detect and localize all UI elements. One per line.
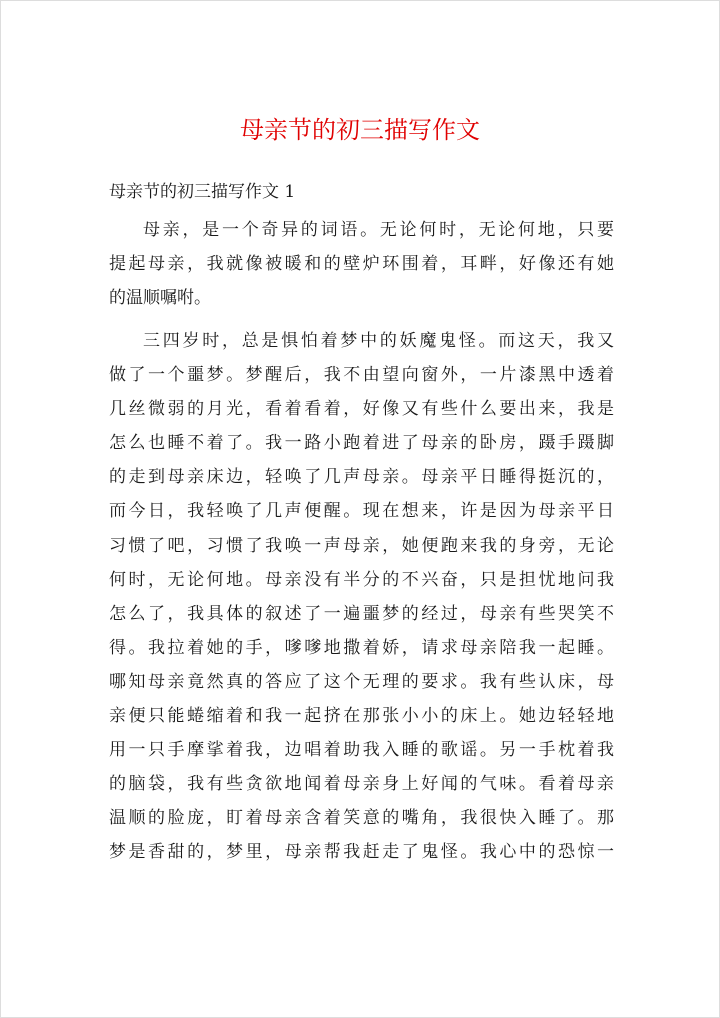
paragraph-line: 而今日，我轻唤了几声便醒。现在想来，许是因为母亲平日 bbox=[109, 501, 614, 522]
paragraph-line: 哪知母亲竟然真的答应了这个无理的要求。我有些认床，母 bbox=[109, 671, 614, 692]
paragraph-line: 何时，无论何地。母亲没有半分的不兴奋，只是担忧地问我 bbox=[109, 569, 614, 590]
document-subtitle: 母亲节的初三描写作文 1 bbox=[109, 182, 296, 202]
paragraph-line: 提起母亲，我就像被暖和的壁炉环围着，耳畔，好像还有她 bbox=[109, 254, 614, 275]
paragraph-line: 怎么了，我具体的叙述了一遍噩梦的经过，母亲有些哭笑不 bbox=[109, 603, 614, 624]
paragraph-1 bbox=[109, 213, 614, 315]
paragraph-line: 母亲，是一个奇异的词语。无论何时，无论何地，只要 bbox=[143, 220, 614, 240]
paragraph-line: 梦是香甜的，梦里，母亲帮我赶走了鬼怪。我心中的恐惊一 bbox=[109, 842, 614, 863]
paragraph-line: 的走到母亲床边，轻唤了几声母亲。母亲平日睡得挺沉的， bbox=[109, 467, 614, 488]
paragraph-2 bbox=[109, 324, 614, 870]
paragraph-line: 习惯了吧，习惯了我唤一声母亲，她便跑来我的身旁，无论 bbox=[109, 535, 614, 556]
document-title: 母亲节的初三描写作文 bbox=[240, 116, 480, 144]
paragraph-line: 怎么也睡不着了。我一路小跑着进了母亲的卧房，蹑手蹑脚 bbox=[109, 433, 614, 454]
paragraph-line: 用一只手摩挲着我，边唱着助我入睡的歌谣。另一手枕着我 bbox=[109, 740, 614, 761]
paragraph-line: 三四岁时，总是惧怕着梦中的妖魔鬼怪。而这天，我又 bbox=[143, 331, 614, 351]
paragraph-line: 亲便只能蜷缩着和我一起挤在那张小小的床上。她边轻轻地 bbox=[109, 706, 614, 727]
paragraph-line: 几丝微弱的月光，看着看着，好像又有些什么要出来，我是 bbox=[109, 399, 614, 420]
paragraph-line: 得。我拉着她的手，嗲嗲地撒着娇，请求母亲陪我一起睡。 bbox=[109, 637, 614, 658]
paragraph-line: 的温顺嘱咐。 bbox=[109, 288, 211, 309]
paragraph-line: 的脑袋，我有些贪欲地闻着母亲身上好闻的气味。看着母亲 bbox=[109, 774, 614, 795]
paragraph-line: 温顺的脸庞，盯着母亲含着笑意的嘴角，我很快入睡了。那 bbox=[109, 808, 614, 829]
paragraph-line: 做了一个噩梦。梦醒后，我不由望向窗外，一片漆黑中透着 bbox=[109, 365, 614, 386]
